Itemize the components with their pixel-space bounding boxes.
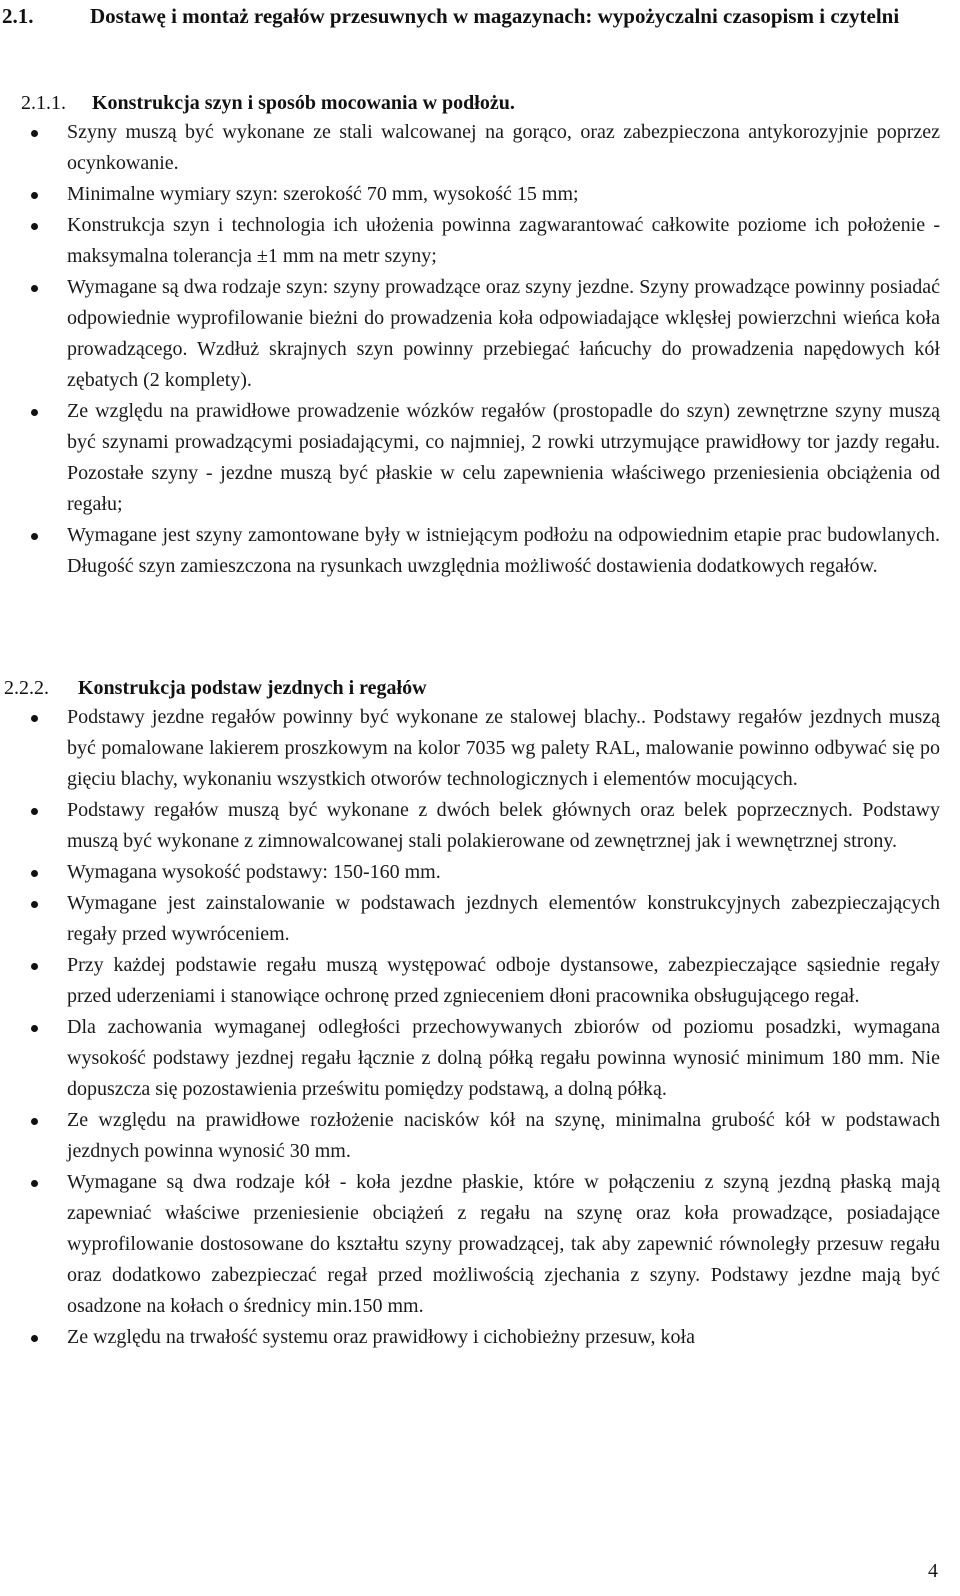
bullet-icon [31, 870, 38, 877]
list-item-text: Wymagana wysokość podstawy: 150-160 mm. [67, 861, 441, 883]
bullet-icon [31, 901, 38, 908]
list-item [0, 1167, 940, 1322]
list-item [0, 210, 940, 272]
list-item-text: Ze względu na prawidłowe rozłożenie nacisków kół na szynę, minimalna grubość kół w podstawach jezdnych powinna wynosić 30 mm. [67, 1109, 940, 1162]
rails-requirements-list [0, 117, 940, 582]
list-item [0, 396, 940, 520]
list-item [0, 1322, 940, 1353]
list-item-text: Wymagane są dwa rodzaje kół - koła jezdne płaskie, które w połączeniu z szyną jezdną płaską mają zapewniać właściwe przeniesienie obciążeń z regału na szynę oraz koła prowadzące, posiadające wyprofilowanie dostosowane do kształtu szyny prowadzącej, tak aby zapewnić równoległy przesuw regału oraz dodatkowo zabezpieczać regał przed możliwością zjechania z szyny. Podstawy jezdne mają być osadzone na kołach o średnicy min.150 mm. [67, 1171, 940, 1317]
subsection-title: Konstrukcja podstaw jezdnych i regałów [78, 677, 427, 699]
list-item-text: Minimalne wymiary szyn: szerokość 70 mm, wysokość 15 mm; [67, 183, 579, 205]
list-item-text: Konstrukcja szyn i technologia ich ułożenia powinna zagwarantować całkowite poziome ich położenie - maksymalna tolerancja ±1 mm na metr szyny; [67, 214, 940, 267]
list-item [0, 272, 940, 396]
list-item [0, 702, 940, 795]
page-number: 4 [928, 1560, 938, 1582]
list-item [0, 179, 940, 210]
list-item [0, 950, 940, 1012]
list-item [0, 857, 940, 888]
list-item [0, 520, 940, 582]
bullet-icon [31, 1180, 38, 1187]
list-item [0, 117, 940, 179]
list-item-text: Podstawy regałów muszą być wykonane z dwóch belek głównych oraz belek poprzecznych. Podstawy muszą być wykonane z zimnowalcowanej stali polakierowane od zewnętrznej jak i wewnętrznej strony. [67, 799, 940, 852]
bullet-icon [31, 808, 38, 815]
list-item [0, 1105, 940, 1167]
bullet-icon [31, 1118, 38, 1125]
subsection-heading-bases [4, 673, 427, 703]
list-item [0, 795, 940, 857]
section-heading [2, 1, 942, 31]
list-item-text: Ze względu na trwałość systemu oraz prawidłowy i cichobieżny przesuw, koła [67, 1326, 695, 1348]
section-title: Dostawę i montaż regałów przesuwnych w magazynach: wypożyczalni czasopism i czytelni [90, 4, 900, 28]
bullet-icon [31, 963, 38, 970]
bullet-icon [31, 192, 38, 199]
list-item-text: Dla zachowania wymaganej odległości przechowywanych zbiorów od poziomu posadzki, wymagana wysokość podstawy jezdnej regału łącznie z dolną półką regału powinna wynosić minimum 180 mm. Nie dopuszcza się pozostawienia prześwitu pomiędzy podstawą, a dolną półką. [67, 1016, 940, 1100]
list-item [0, 888, 940, 950]
list-item-text: Wymagane jest szyny zamontowane były w istniejącym podłożu na odpowiednim etapie prac budowlanych. Długość szyn zamieszczona na rysunkach uwzględnia możliwość dostawienia dodatkowych regałów. [67, 524, 940, 577]
subsection-title: Konstrukcja szyn i sposób mocowania w podłożu. [92, 92, 515, 114]
subsection-heading-rails [21, 88, 515, 118]
bases-requirements-list [0, 702, 940, 1353]
list-item [0, 1012, 940, 1105]
list-item-text: Szyny muszą być wykonane ze stali walcowanej na gorąco, oraz zabezpieczona antykorozyjnie poprzez ocynkowanie. [67, 121, 940, 174]
list-item-text: Wymagane są dwa rodzaje szyn: szyny prowadzące oraz szyny jezdne. Szyny prowadzące powinny posiadać odpowiednie wyprofilowanie bieżni do prowadzenia koła odpowiadające wklęsłej powierzchni wieńca koła prowadzącego. Wzdłuż skrajnych szyn powinny przebiegać łańcuchy do prowadzenia napędowych kół zębatych (2 komplety). [67, 276, 940, 391]
bullet-icon [31, 715, 38, 722]
subsection-number: 2.1.1. [21, 92, 66, 114]
bullet-icon [31, 1025, 38, 1032]
list-item-text: Ze względu na prawidłowe prowadzenie wózków regałów (prostopadle do szyn) zewnętrzne szyny muszą być szynami prowadzącymi posiadającymi, co najmniej, 2 rowki utrzymujące prawidłowy tor jazdy regału. Pozostałe szyny - jezdne muszą być płaskie w celu zapewnienia właściwego przeniesienia obciążenia od regału; [67, 400, 940, 515]
list-item-text: Podstawy jezdne regałów powinny być wykonane ze stalowej blachy.. Podstawy regałów jezdnych muszą być pomalowane lakierem proszkowym na kolor 7035 wg palety RAL, malowanie powinno odbywać się po gięciu blachy, wykonaniu wszystkich otworów technologicznych i elementów mocujących. [67, 706, 940, 790]
bullet-icon [31, 409, 38, 416]
bullet-icon [31, 533, 38, 540]
bullet-icon [31, 1335, 38, 1342]
section-number: 2.1. [2, 4, 34, 28]
bullet-icon [31, 130, 38, 137]
subsection-number: 2.2.2. [4, 677, 49, 699]
list-item-text: Wymagane jest zainstalowanie w podstawach jezdnych elementów konstrukcyjnych zabezpieczających regały przed wywróceniem. [67, 892, 940, 945]
list-item-text: Przy każdej podstawie regału muszą występować odboje dystansowe, zabezpieczające sąsiednie regały przed uderzeniami i stanowiące ochronę przed zgnieceniem dłoni pracownika obsługującego regał. [67, 954, 940, 1007]
bullet-icon [31, 223, 38, 230]
bullet-icon [31, 285, 38, 292]
